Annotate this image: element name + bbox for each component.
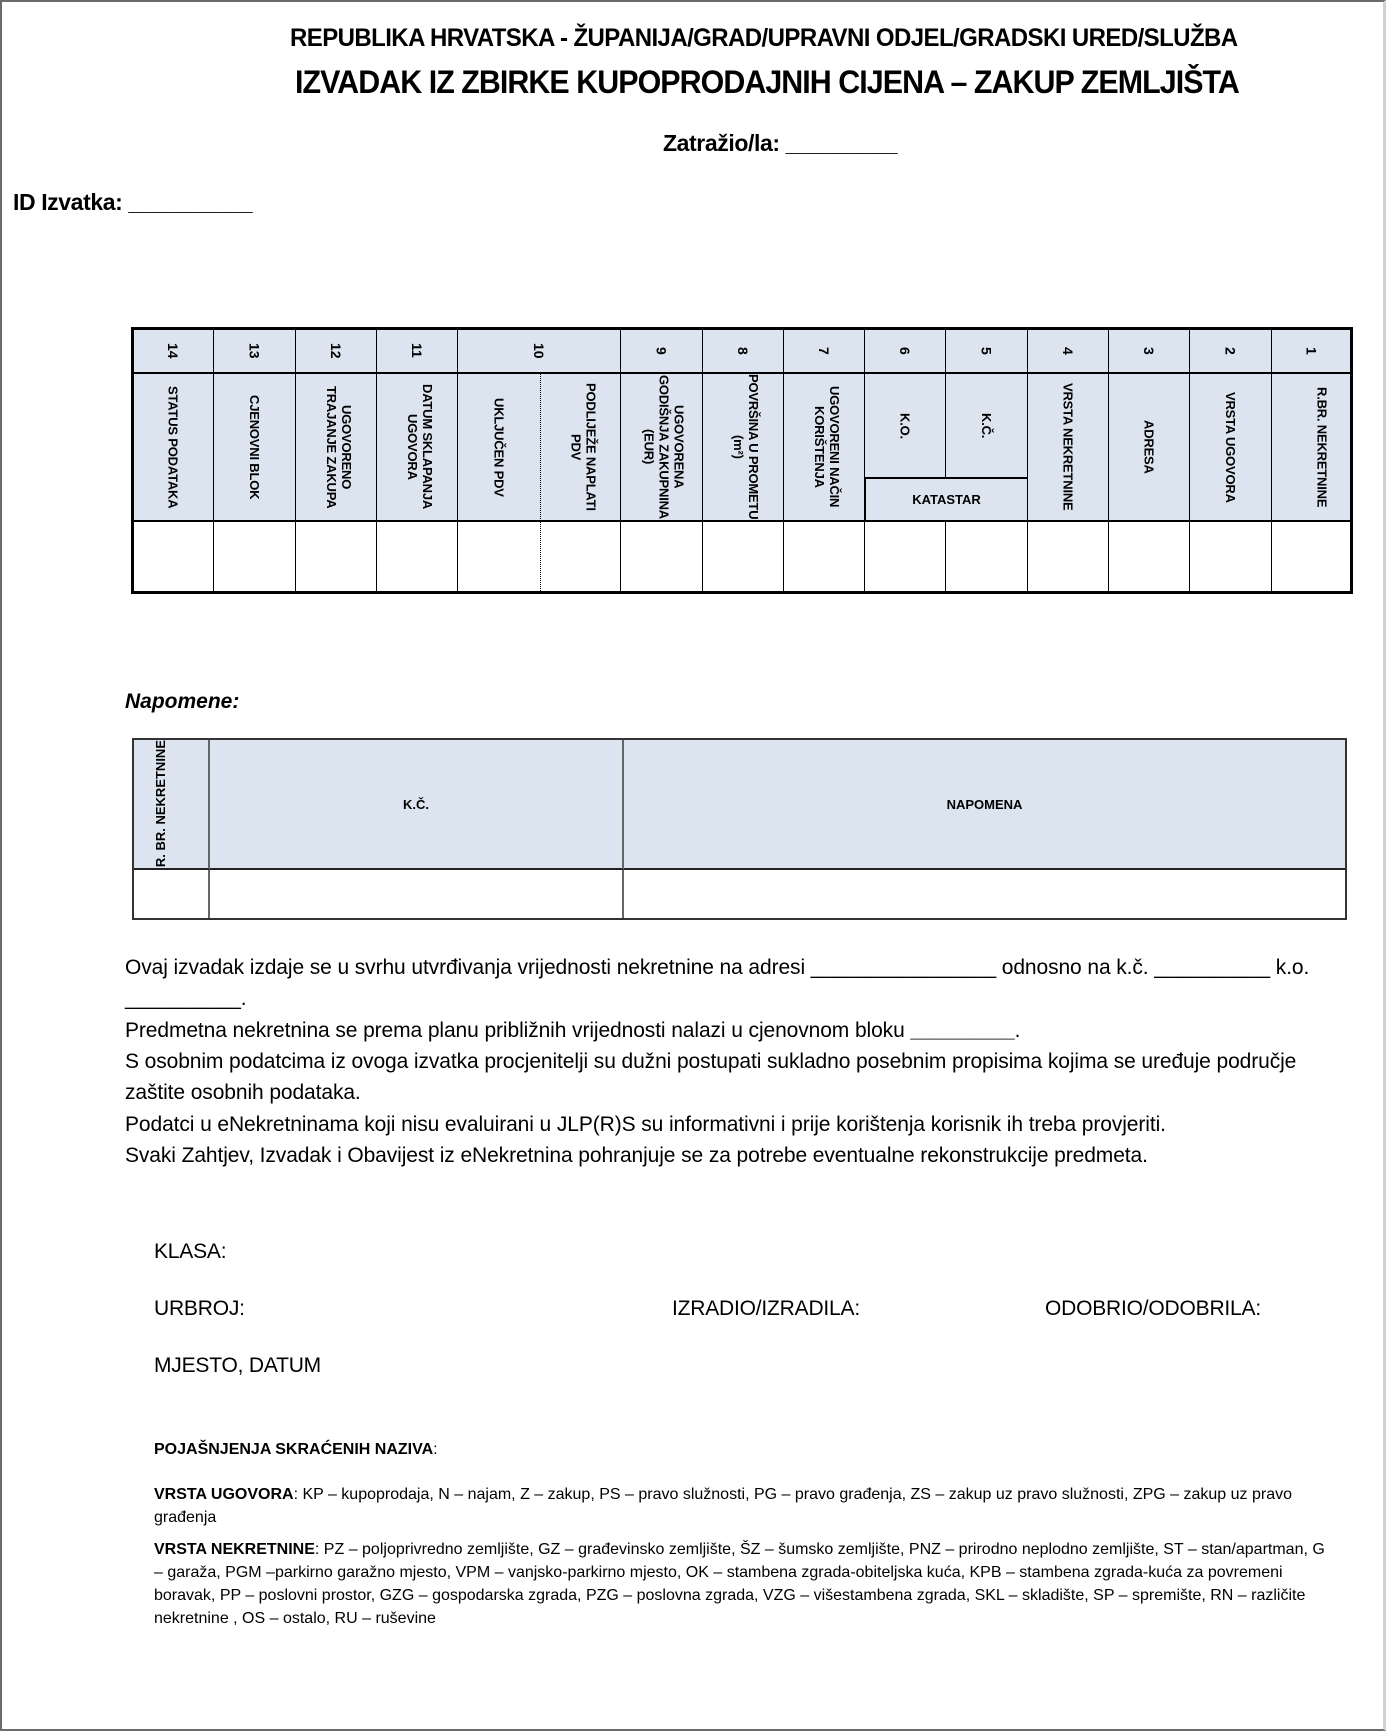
main-price-table [132, 328, 1352, 593]
table-cell[interactable] [1028, 521, 1109, 593]
column-header-contract-type [1190, 373, 1272, 521]
column-header-label: DATUM SKLAPANJA UGOVORA [405, 384, 435, 510]
column-header-label: POVRŠINA U PROMETU (m²) [731, 374, 761, 520]
column-header-cadastral-municipality [865, 373, 946, 478]
column-header-label: ADRESA [1141, 420, 1157, 474]
column-number: 13 [246, 342, 263, 359]
column-number-cell [1028, 328, 1109, 373]
column-number-cell [946, 328, 1028, 373]
column-header-label: UGOVORENA GODIŠNJA ZAKUPNINA (EUR) [641, 375, 687, 519]
column-number-cell [296, 328, 377, 373]
table-cell[interactable] [296, 521, 377, 593]
notes-header-property-number [134, 740, 210, 870]
column-number-cell [621, 328, 703, 373]
contract-type-legend-text: : KP – kupoprodaja, N – najam, Z – zakup, PS – pravo služnosti, PG – pravo građenja, ZS – zakup uz pravo služnosti, ZPG – zakup uz pravo građenja [154, 1486, 1293, 1526]
contract-type-legend-label: VRSTA UGOVORA [154, 1486, 294, 1503]
property-type-legend-text: : PZ – poljoprivredno zemljište, GZ – građevinsko zemljište, ŠZ – šumsko zemljište, PNZ – prirodno neplodno zemljište, ST – stan/apartman, G – garaža, PGM –parkirno garažno mjesto, VPM – vanjsko-parkirno mjesto, OK – stambena zgrada-obiteljska kuća, KPB – stambena zgrada-kuća za povremeni boravak, PP – poslovni prostor, GZG – gospodarska zgrada, PZG – poslovna zgrada, VZG – višestambena zgrada, SKL – skladište, SP – spremište, RN – različite nekretnine , OS – ostalo, RU – ruševine [154, 1541, 1325, 1627]
column-number: 12 [328, 342, 344, 359]
column-number-cell [1109, 328, 1190, 373]
approved-by-label: ODOBRIO/ODOBRILA: [1045, 1297, 1261, 1320]
column-number: 4 [1060, 346, 1076, 355]
table-cell[interactable] [132, 521, 214, 593]
notes-heading: Napomene: [125, 690, 240, 713]
requested-by-field[interactable]: Zatražio/la: _________ [663, 130, 898, 156]
notes-header-label: K.Č. [403, 796, 429, 812]
column-header-label: STATUS PODATAKA [165, 385, 181, 509]
column-number: 6 [897, 346, 913, 355]
prepared-by-label: IZRADIO/IZRADILA: [672, 1297, 860, 1320]
abbreviations-colon: : [433, 1441, 438, 1458]
privacy-statement-continuation: zaštite osobnih podataka. [125, 1081, 361, 1104]
table-cell[interactable] [540, 521, 621, 593]
price-block-statement [125, 1019, 1020, 1043]
column-number-cell [784, 328, 865, 373]
column-header-label: VRSTA NEKRETNINE [1060, 383, 1076, 511]
urbroj-label: URBROJ: [154, 1297, 245, 1320]
column-header-price-block [214, 373, 296, 521]
column-number: 9 [653, 346, 670, 355]
column-number: 5 [978, 346, 995, 355]
notes-table [132, 738, 1347, 920]
column-number-cell [1190, 328, 1272, 373]
extract-id-field[interactable]: ID Izvatka: __________ [13, 189, 253, 215]
katastar-label: KATASTAR [912, 492, 981, 507]
column-header-label: UGOVORENO TRAJANJE ZAKUPA [324, 385, 354, 509]
table-cell[interactable] [214, 521, 296, 593]
property-type-legend-label: VRSTA NEKRETNINE [154, 1541, 315, 1558]
column-number-cell [458, 328, 621, 373]
column-number: 10 [531, 342, 547, 359]
document-title: IZVADAK IZ ZBIRKE KUPOPRODAJNIH CIJENA – ZAKUP ZEMLJIŠTA [295, 64, 1239, 100]
column-number: 7 [816, 346, 832, 355]
table-cell[interactable] [784, 521, 865, 593]
price-block-blank[interactable]: _________ [910, 1019, 1015, 1042]
notes-header-parcel [210, 740, 624, 870]
table-cell[interactable] [703, 521, 784, 593]
price-block-period: . [1014, 1019, 1021, 1042]
column-header-label: CJENOVNI BLOK [247, 394, 262, 500]
column-number: 1 [1303, 346, 1320, 355]
column-number: 14 [165, 342, 181, 359]
notes-cell[interactable] [210, 870, 624, 918]
table-cell[interactable] [946, 521, 1028, 593]
price-block-text: Predmetna nekretnina se prema planu približnih vrijednosti nalazi u cjenovnom bloku [125, 1019, 911, 1042]
notes-cell[interactable] [624, 870, 1345, 918]
column-header-area [703, 373, 784, 521]
table-cell[interactable] [458, 521, 540, 593]
column-header-label: VRSTA UGOVORA [1223, 391, 1238, 503]
column-number-cell [865, 328, 946, 373]
notes-header-label: R. BR. NEKRETNINE [153, 740, 168, 868]
authority-heading: REPUBLIKA HRVATSKA - ŽUPANIJA/GRAD/UPRAVNI ODJEL/GRADSKI URED/SLUŽBA [290, 24, 1238, 52]
table-cell[interactable] [865, 521, 946, 593]
contract-type-legend [154, 1483, 1334, 1529]
table-cell[interactable] [1190, 521, 1272, 593]
column-header-usage [784, 373, 865, 521]
column-header-label: K.O. [897, 412, 913, 439]
column-header-cadastral-parcel [946, 373, 1028, 478]
column-header-property-type [1028, 373, 1109, 521]
column-number-cell [132, 328, 214, 373]
table-cell[interactable] [1272, 521, 1352, 593]
column-header-vat-included [458, 373, 540, 521]
notes-cell[interactable] [134, 870, 210, 918]
column-header-address [1109, 373, 1190, 521]
column-header-label: PODLIJEŽE NAPLATI PDV [568, 383, 599, 511]
notes-header-note [624, 740, 1345, 870]
column-number: 3 [1141, 346, 1157, 355]
klasa-label: KLASA: [154, 1240, 227, 1263]
purpose-statement: Ovaj izvadak izdaje se u svrhu utvrđivanja vrijednosti nekretnine na adresi ________________ odnosno na k.č. __________ k.o. [125, 956, 1310, 979]
column-header-label: UKLJUČEN PDV [491, 397, 507, 497]
column-header-contract-date [377, 373, 458, 521]
column-header-status [132, 373, 214, 521]
property-type-legend [154, 1538, 1334, 1630]
column-number-cell [703, 328, 784, 373]
column-number-cell [1272, 328, 1352, 373]
column-number: 2 [1222, 346, 1239, 355]
table-cell[interactable] [1109, 521, 1190, 593]
notes-header-label: NAPOMENA [946, 796, 1023, 812]
data-disclaimer: Podatci u eNekretninama koji nisu evaluirani u JLP(R)S su informativni i prije korištenja korisnik ih treba provjeriti. [125, 1113, 1166, 1136]
katastar-group-header [865, 477, 1028, 521]
purpose-statement-continuation: __________. [125, 987, 247, 1010]
abbreviations-title: POJAŠNJENJA SKRAĆENIH NAZIVA [154, 1441, 434, 1458]
column-number-cell [214, 328, 296, 373]
column-header-property-number [1272, 373, 1352, 521]
column-header-annual-rent [621, 373, 703, 521]
column-header-vat-applicable [540, 373, 621, 521]
column-header-label: R.BR. NEKRETNINE [1314, 386, 1330, 508]
place-date-label: MJESTO, DATUM [154, 1354, 321, 1377]
storage-statement: Svaki Zahtjev, Izvadak i Obavijest iz eNekretnina pohranjuje se za potrebe eventualne rekonstrukcije predmeta. [125, 1144, 1148, 1167]
table-cell[interactable] [377, 521, 458, 593]
abbreviations-heading [154, 1441, 438, 1459]
column-number-cell [377, 328, 458, 373]
column-number: 11 [409, 343, 425, 358]
column-header-lease-duration [296, 373, 377, 521]
column-number: 8 [735, 346, 751, 355]
table-cell[interactable] [621, 521, 703, 593]
privacy-statement: S osobnim podatcima iz ovoga izvatka procjenitelji su dužni postupati sukladno posebnim propisima kojima se uređuje područje [125, 1050, 1297, 1073]
column-header-label: K.Č. [979, 412, 994, 439]
column-header-label: UGOVORENI NAČIN KORIŠTENJA [812, 386, 842, 508]
